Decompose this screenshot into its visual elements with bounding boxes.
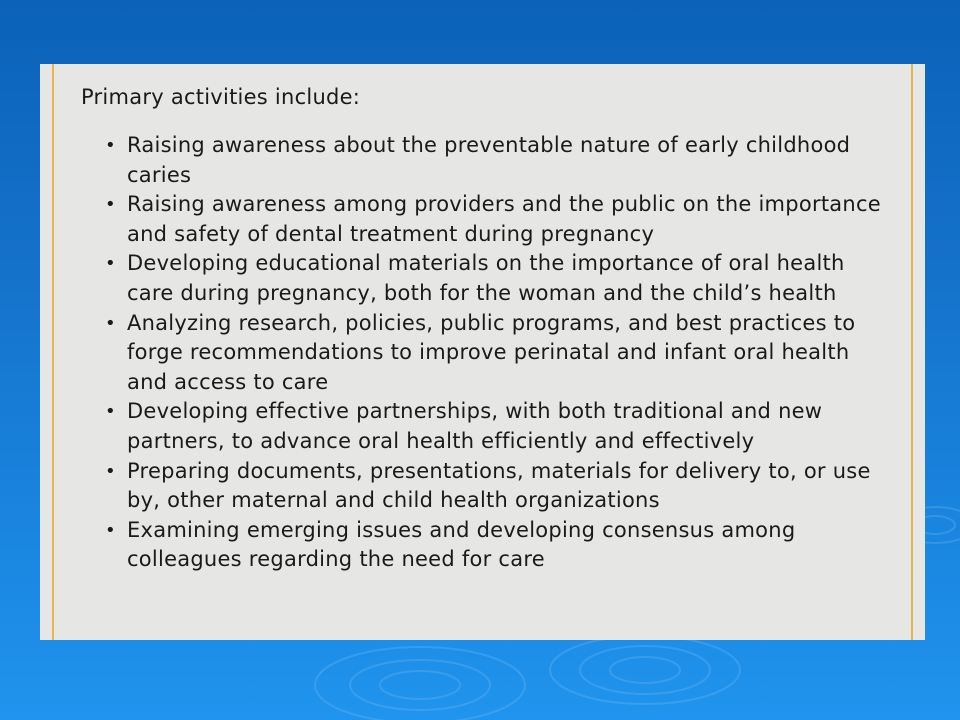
- list-item: [81, 249, 881, 308]
- slide-body: [81, 84, 881, 575]
- panel-left-rule: [52, 64, 54, 640]
- list-item-text: Developing educational materials on the importance of oral health care during pregnancy, both for the woman and the child’s health: [127, 251, 845, 305]
- list-item: [81, 397, 881, 456]
- activities-list: [81, 131, 881, 575]
- bullet-icon: •: [105, 253, 116, 275]
- bullet-icon: •: [105, 460, 116, 482]
- list-item-text: Raising awareness among providers and the public on the importance and safety of dental treatment during pregnancy: [127, 192, 881, 246]
- list-item-text: Analyzing research, policies, public programs, and best practices to forge recommendations to improve perinatal and infant oral health and access to care: [127, 310, 856, 394]
- intro-text: Primary activities include:: [81, 85, 361, 109]
- list-item-text: Examining emerging issues and developing consensus among colleagues regarding the need for care: [127, 517, 796, 572]
- list-item: [81, 131, 881, 190]
- list-item: [81, 516, 881, 575]
- list-item: [81, 190, 881, 249]
- list-item-text: Developing effective partnerships, with both traditional and new partners, to advance oral health efficiently and effectively: [127, 399, 823, 453]
- bullet-icon: •: [105, 519, 116, 541]
- list-item: [81, 309, 881, 398]
- bullet-icon: •: [105, 312, 116, 334]
- bullet-icon: •: [105, 135, 116, 156]
- content-panel: [40, 64, 925, 640]
- list-item-text: Raising awareness about the preventable nature of early childhood caries: [127, 133, 851, 187]
- bullet-icon: •: [105, 194, 116, 216]
- list-item: [81, 457, 881, 516]
- panel-right-rule: [911, 64, 913, 640]
- bullet-icon: •: [105, 401, 116, 423]
- list-item-text: Preparing documents, presentations, materials for delivery to, or use by, other maternal and child health organizations: [127, 458, 871, 513]
